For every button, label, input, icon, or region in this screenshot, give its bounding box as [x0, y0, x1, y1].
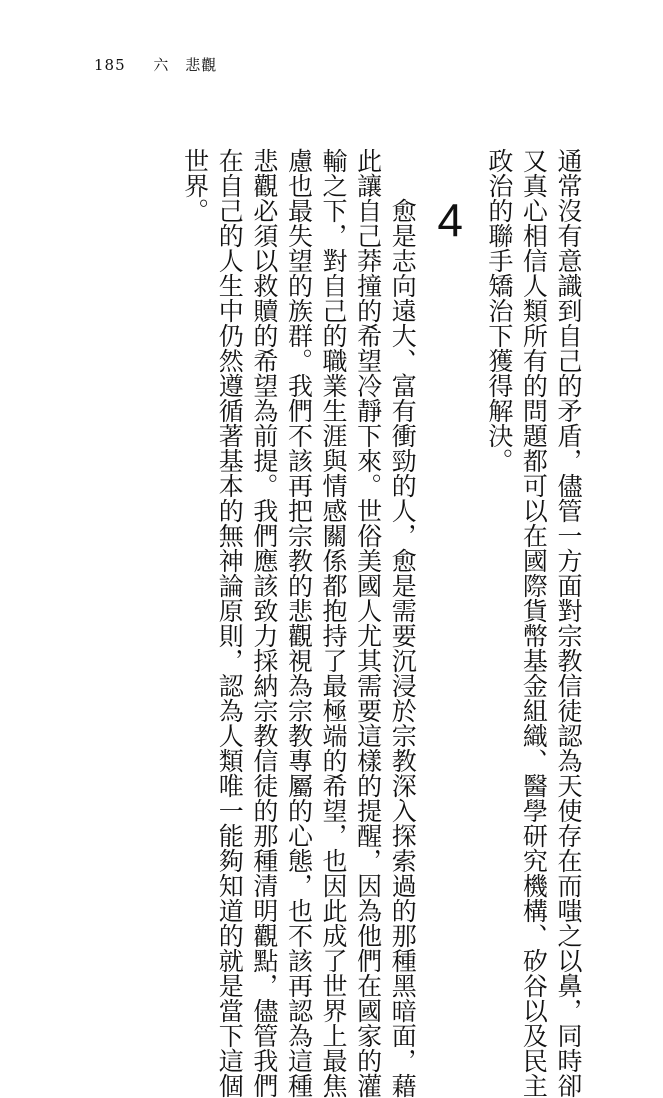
- running-header: [94, 55, 217, 75]
- text-column: 輸之下，對自己的職業生涯與情感關係都抱持了最極端的希望，也因此成了世界上最焦: [319, 148, 349, 1098]
- text-column: 慮也最失望的族群。我們不該再把宗教的悲觀視為宗教專屬的心態，也不該再認為這種: [284, 148, 314, 1098]
- text-column: 政治的聯手矯治下獲得解決。: [484, 148, 514, 473]
- section-number: 4: [424, 194, 477, 246]
- text-column: 悲觀必須以救贖的希望為前提。我們應該致力採納宗教信徒的那種清明觀點，儘管我們: [249, 148, 279, 1098]
- vertical-body-text: [177, 148, 585, 1098]
- section-heading: [419, 148, 481, 858]
- page-number: 185: [94, 56, 126, 74]
- chapter-number: 六: [153, 56, 170, 74]
- text-column: 此讓自己莽撞的希望冷靜下來。世俗美國人尤其需要這樣的提醒，因為他們在國家的灌: [353, 148, 383, 1098]
- text-column: 世界。: [180, 148, 210, 223]
- text-column: 在自己的人生中仍然遵循著基本的無神論原則，認為人類唯一能夠知道的就是當下這個: [215, 148, 245, 1098]
- text-column: 通常沒有意識到自己的矛盾，儘管一方面對宗教信徒認為天使存在而嗤之以鼻，同時卻: [554, 148, 583, 1098]
- text-column: 又真心相信人類所有的問題都可以在國際貨幣基金組織、醫學研究機構、矽谷以及民主: [519, 148, 549, 1098]
- chapter-title: 悲觀: [185, 56, 218, 74]
- text-column-paragraph-start: 愈是志向遠大、富有衝勁的人，愈是需要沉浸於宗教深入探索過的那種黑暗面，藉: [388, 198, 418, 1098]
